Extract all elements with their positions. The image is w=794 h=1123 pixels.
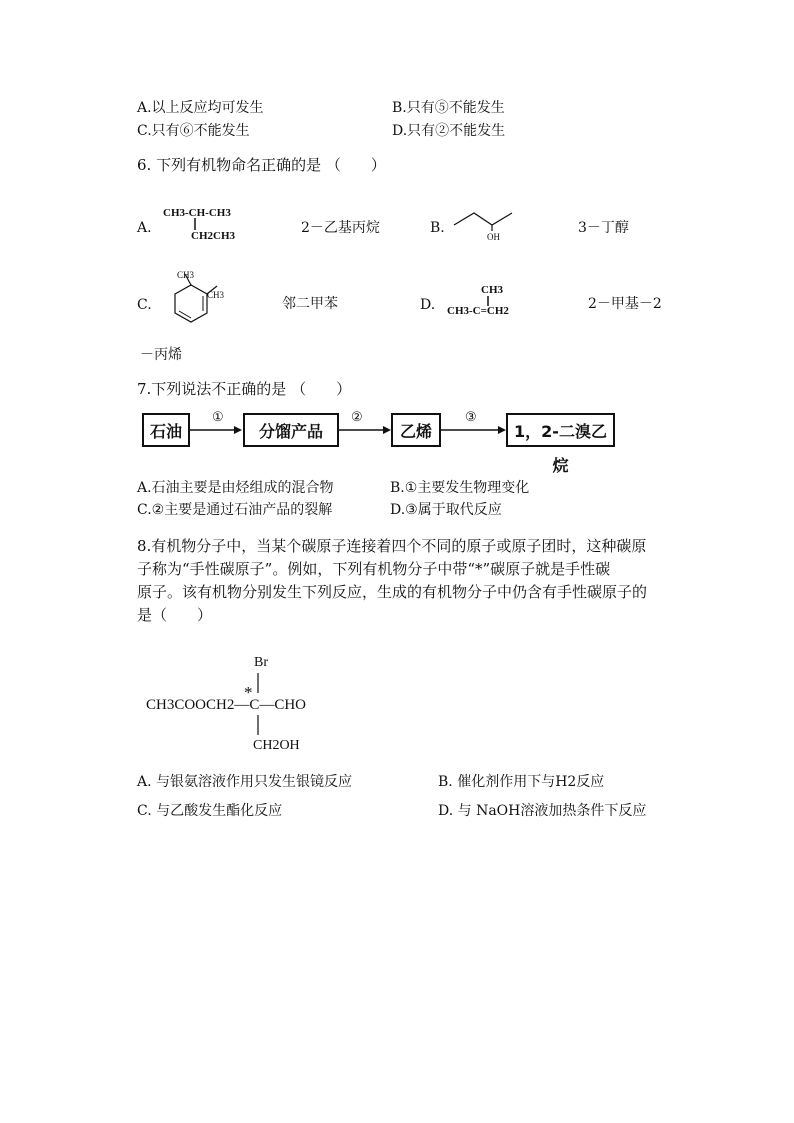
q6-option-d-name: 2－甲基－2	[588, 296, 662, 312]
q6-c-benzene-ring	[155, 270, 235, 340]
q6-stem: 6. 下列有机物命名正确的是 （ ）	[137, 156, 386, 174]
q8-stem-line-2: 子称为“手性碳原子”。例如，下列有机物分子中带“*”碳原子就是手性碳	[137, 560, 611, 578]
q8-struct-bottom: CH2OH	[253, 738, 300, 753]
q6-d-formula-main: CH3-C=CH2	[447, 305, 509, 317]
q8-option-b: B. 催化剂作用下与H2反应	[438, 774, 605, 790]
q7-option-d: D.③属于取代反应	[390, 502, 502, 518]
flow-arrow-2	[339, 425, 391, 435]
flow-step-3: ③	[465, 410, 477, 425]
q8-option-d: D. 与 NaOH溶液加热条件下反应	[438, 803, 647, 819]
q8-struct-main: CH3COOCH2—C—CHO	[146, 697, 307, 713]
q6-option-c-name: 邻二甲苯	[282, 296, 338, 312]
q6-d-formula-top: CH3	[481, 284, 503, 296]
q7-stem: 7.下列说法不正确的是 （ ）	[137, 380, 352, 398]
q7-option-c: C.②主要是通过石油产品的裂解	[137, 502, 333, 518]
q5-option-c: C.只有⑥不能发生	[137, 123, 250, 139]
q5-option-a: A.以上反应均可发生	[137, 100, 264, 116]
q8-struct-br: Br	[254, 655, 268, 670]
q6-option-a-name: 2－乙基丙烷	[301, 220, 380, 236]
q7-option-a: A.石油主要是由烃组成的混合物	[137, 480, 334, 496]
q8-option-c: C. 与乙酸发生酯化反应	[137, 803, 283, 819]
flow-box-ethylene: 乙烯	[391, 413, 441, 447]
q6-option-b-name: 3－丁醇	[578, 220, 629, 236]
q8-stem-line-3: 原子。该有机物分别发生下列反应，生成的有机物分子中仍含有手性碳原子的	[137, 583, 648, 601]
q8-stem-line-4: 是（ ）	[137, 606, 213, 624]
flow-box-fraction-products: 分馏产品	[243, 413, 339, 447]
q6-option-d-name-cont: －丙烯	[140, 347, 182, 363]
q8-struct-star: *	[244, 683, 253, 702]
q6-option-b-label: B.	[430, 220, 445, 236]
q6-c-ch3-right: CH3	[207, 290, 225, 300]
q8-option-a: A. 与银氨溶液作用只发生银镜反应	[137, 774, 353, 790]
flow-step-2: ②	[351, 410, 363, 425]
q8-stem-line-1: 8.有机物分子中，当某个碳原子连接着四个不同的原子或原子团时，这种碳原	[137, 537, 647, 555]
flow-box-dibromoethane: 1，2-二溴乙烷	[506, 413, 615, 447]
flow-step-1: ①	[212, 410, 224, 425]
q6-option-c-label: C.	[137, 297, 152, 313]
q5-option-b: B.只有⑤不能发生	[392, 100, 505, 116]
q6-c-ch3-top: CH3	[177, 270, 195, 280]
q6-option-d-label: D.	[420, 297, 436, 313]
q5-option-d: D.只有②不能发生	[392, 123, 506, 139]
q7-option-b: B.①主要发生物理变化	[390, 480, 530, 496]
flow-box-petroleum: 石油	[142, 413, 190, 447]
q6-a-formula-bottom: CH2CH3	[191, 230, 235, 242]
q6-a-formula-top: CH3-CH-CH3	[163, 207, 231, 219]
q6-b-oh: OH	[487, 232, 500, 242]
q6-option-a-label: A.	[137, 220, 152, 236]
